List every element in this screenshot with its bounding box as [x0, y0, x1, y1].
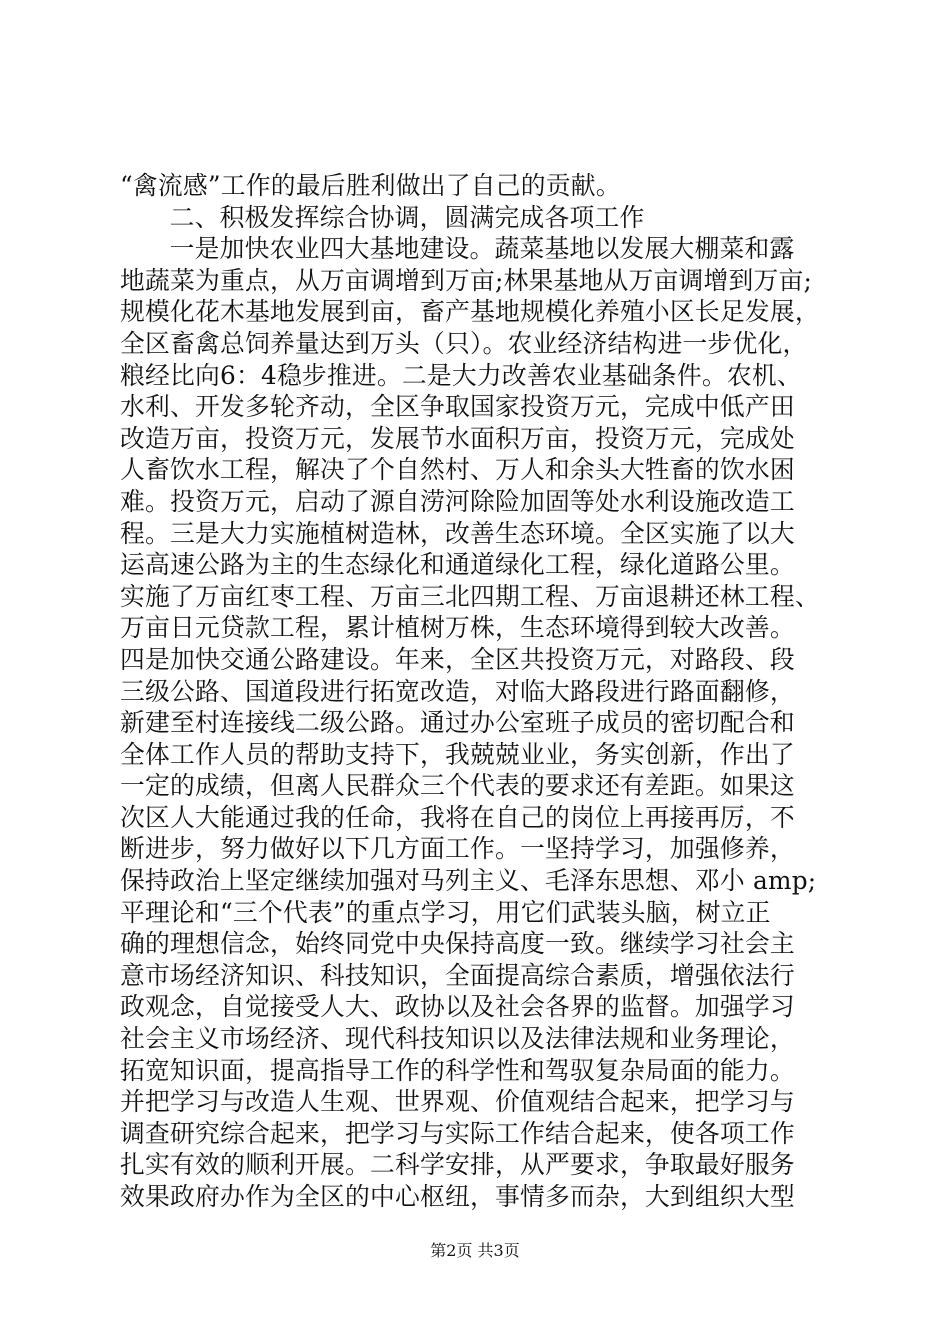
text-line: 实施了万亩红枣工程、万亩三北四期工程、万亩退耕还林工程、 — [120, 581, 820, 611]
page-number: 第2页 共3页 — [430, 1241, 520, 1260]
text-line: 规模化花木基地发展到亩，畜产基地规模化养殖小区长足发展， — [120, 297, 820, 327]
text-line: 拓宽知识面，提高指导工作的科学性和驾驭复杂局面的能力。 — [120, 1055, 795, 1085]
text-line: 难。投资万元，启动了源自涝河除险加固等处水利设施改造工 — [120, 486, 795, 516]
text-line: 全区畜禽总饲养量达到万头（只）。农业经济结构进一步优化， — [120, 328, 808, 358]
text-line: “禽流感”工作的最后胜利做出了自己的贡献。 — [120, 171, 621, 200]
text-line: 地蔬菜为重点，从万亩调增到万亩;林果基地从万亩调增到万亩; — [120, 265, 813, 295]
text-line: 扎实有效的顺利开展。二科学安排，从严要求，争取最好服务 — [120, 1150, 795, 1180]
text-line: 运高速公路为主的生态绿化和通道绿化工程，绿化道路公里。 — [120, 550, 795, 580]
text-line: 政观念，自觉接受人大、政协以及社会各界的监督。加强学习 — [120, 992, 795, 1022]
text-line: 全体工作人员的帮助支持下，我兢兢业业，务实创新，作出了 — [120, 739, 795, 769]
text-line: 改造万亩，投资万元，发展节水面积万亩，投资万元，完成处 — [120, 423, 795, 453]
text-line: 平理论和“三个代表”的重点学习，用它们武装头脑，树立正 — [120, 897, 771, 927]
text-line: 断进步，努力做好以下几方面工作。一坚持学习，加强修养， — [120, 834, 795, 864]
text-line: 粮经比向6：4稳步推进。二是大力改善农业基础条件。农机、 — [120, 360, 802, 390]
text-line: 四是加快交通公路建设。年来，全区共投资万元，对路段、段 — [120, 644, 795, 674]
text-line: 意市场经济知识、科技知识，全面提高综合素质，增强依法行 — [120, 960, 795, 990]
text-line: 一定的成绩，但离人民群众三个代表的要求还有差距。如果这 — [120, 771, 795, 801]
text-line: 人畜饮水工程，解决了个自然村、万人和余头大牲畜的饮水困 — [120, 455, 795, 485]
text-line: 程。三是大力实施植树造林，改善生态环境。全区实施了以大 — [120, 518, 795, 548]
text-line: 效果政府办作为全区的中心枢纽，事情多而杂，大到组织大型 — [120, 1182, 795, 1211]
text-line: 一是加快农业四大基地建设。蔬菜基地以发展大棚菜和露 — [169, 234, 795, 264]
text-line: 万亩日元贷款工程，累计植树万株，生态环境得到较大改善。 — [120, 613, 795, 643]
section-heading: 二、积极发挥综合协调，圆满完成各项工作 — [169, 202, 645, 232]
text-line: 水利、开发多轮齐动，全区争取国家投资万元，完成中低产田 — [120, 392, 795, 422]
text-line: 保持政治上坚定继续加强对马列主义、毛泽东思想、邓小 amp; — [120, 866, 817, 896]
document-body — [120, 170, 840, 1213]
text-line: 新建至村连接线二级公路。通过办公室班子成员的密切配合和 — [120, 708, 795, 738]
text-line: 社会主义市场经济、现代科技知识以及法律法规和业务理论， — [120, 1024, 795, 1054]
text-line: 调查研究综合起来，把学习与实际工作结合起来，使各项工作 — [120, 1118, 795, 1148]
text-line: 次区人大能通过我的任命，我将在自己的岗位上再接再厉，不 — [120, 802, 795, 832]
text-line: 三级公路、国道段进行拓宽改造，对临大路段进行路面翻修， — [120, 676, 795, 706]
page-footer — [0, 1241, 950, 1261]
text-line: 确的理想信念，始终同党中央保持高度一致。继续学习社会主 — [120, 929, 795, 959]
text-line: 并把学习与改造人生观、世界观、价值观结合起来，把学习与 — [120, 1087, 795, 1117]
